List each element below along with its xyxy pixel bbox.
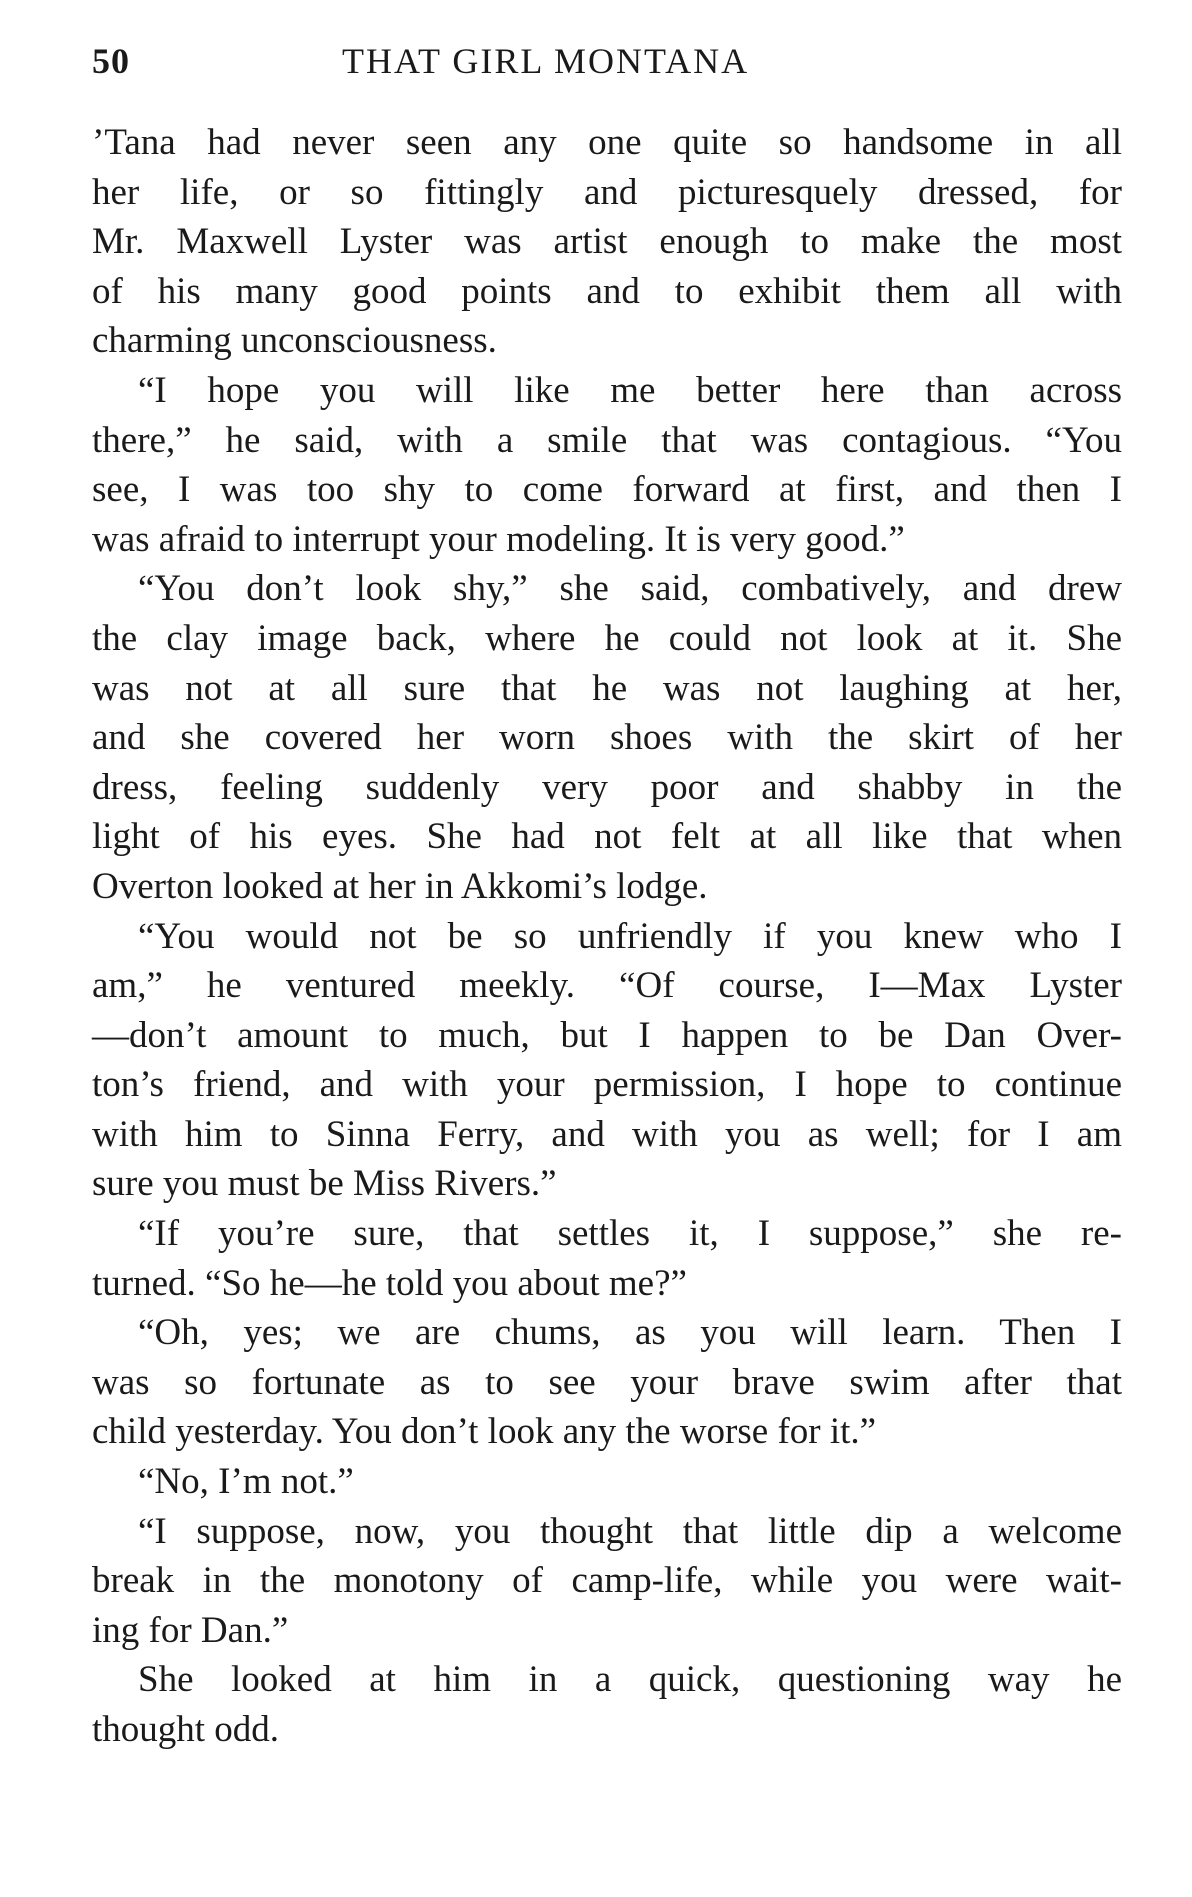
text-line: “You would not be so unfriendly if you knew who I — [138, 915, 1122, 957]
text-line: —don’t amount to much, but I happen to be Dan Over- — [92, 1014, 1122, 1056]
text-line: light of his eyes. She had not felt at all like that when — [92, 816, 1122, 858]
page-number: 50 — [92, 41, 130, 81]
text-line: am,” he ventured meekly. “Of course, I—Max Lyster — [92, 965, 1122, 1007]
text-line: break in the monotony of camp-life, while you were wait- — [92, 1560, 1122, 1602]
text-line: charming unconsciousness. — [92, 320, 497, 362]
text-line: thought odd. — [92, 1709, 280, 1750]
text-line: “You don’t look shy,” she said, combatively, and drew — [138, 568, 1122, 610]
text-line: “No, I’m not.” — [138, 1461, 354, 1503]
text-line: “If you’re sure, that settles it, I suppose,” she re- — [138, 1213, 1122, 1255]
text-line: Overton looked at her in Akkomi’s lodge. — [92, 865, 708, 907]
text-line: see, I was too shy to come forward at first, and then I — [92, 469, 1122, 511]
text-line: the clay image back, where he could not look at it. She — [92, 617, 1122, 659]
text-line: with him to Sinna Ferry, and with you as well; for I am — [92, 1113, 1122, 1155]
text-line: there,” he said, with a smile that was contagious. “You — [92, 419, 1122, 461]
text-line: ing for Dan.” — [92, 1609, 289, 1651]
text-line: was afraid to interrupt your modeling. It is very good.” — [92, 518, 905, 560]
text-line: and she covered her worn shoes with the skirt of her — [92, 717, 1122, 759]
text-line: “Oh, yes; we are chums, as you will learn. Then I — [138, 1312, 1122, 1354]
text-line: “I suppose, now, you thought that little dip a welcome — [138, 1510, 1122, 1552]
text-line: turned. “So he—he told you about me?” — [92, 1262, 687, 1304]
text-line: ton’s friend, and with your permission, I hope to continue — [92, 1064, 1122, 1106]
text-line: was so fortunate as to see your brave swim after that — [92, 1361, 1122, 1403]
text-line: Mr. Maxwell Lyster was artist enough to make the most — [92, 221, 1122, 263]
text-line: of his many good points and to exhibit them all with — [92, 270, 1122, 312]
text-line: She looked at him in a quick, questioning way he — [138, 1659, 1122, 1701]
text-line: dress, feeling suddenly very poor and shabby in the — [92, 766, 1122, 808]
running-head — [92, 40, 1122, 90]
text-line: was not at all sure that he was not laughing at her, — [92, 667, 1122, 709]
text-line: her life, or so fittingly and picturesquely dressed, for — [92, 171, 1122, 213]
text-line: ’Tana had never seen any one quite so handsome in all — [92, 122, 1122, 163]
text-line: “I hope you will like me better here than across — [138, 369, 1122, 411]
body-text — [92, 118, 1122, 1755]
running-title: THAT GIRL MONTANA — [342, 41, 750, 81]
text-line: child yesterday. You don’t look any the worse for it.” — [92, 1411, 877, 1453]
text-line: sure you must be Miss Rivers.” — [92, 1163, 557, 1205]
